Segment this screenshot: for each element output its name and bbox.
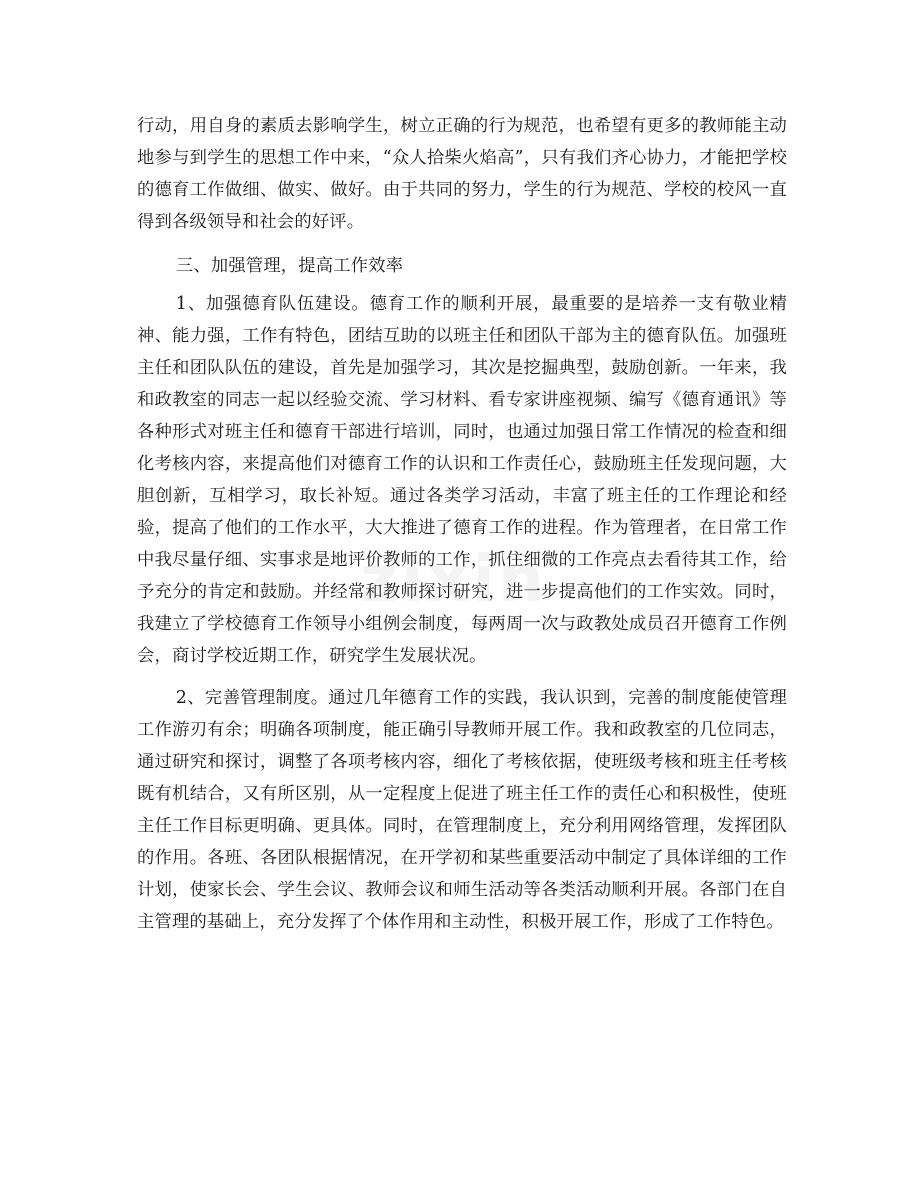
watermark: zixin (360, 543, 548, 617)
document-body (137, 110, 787, 938)
section-heading: 三、加强管理，提高工作效率 (175, 256, 404, 276)
paragraph-management-system: 2、完善管理制度。通过几年德育工作的实践，我认识到，完善的制度能使管理工作游刃有余；明确各项制度，能正确引导教师开展工作。我和政教室的几位同志，通过研究和探讨，调整了各项考核内容，细化了考核依据，使班级考核和班主任考核既有机结合，又有所区别，从一定程度上促进了班主任工作的责任心和积极性，使班主任工作目标更明确、更具体。同时，在管理制度上，充分利用网络管理，发挥团队的作用。各班、各团队根据情况，在开学初和某些重要活动中制定了具体详细的工作计划，使家长会、学生会议、教师会议和师生活动等各类活动顺利开展。各部门在自主管理的基础上，充分发挥了个体作用和主动性，积极开展工作，形成了工作特色。 (137, 688, 787, 932)
paragraph-continuation: 行动，用自身的素质去影响学生，树立正确的行为规范，也希望有更多的教师能主动地参与到学生的思想工作中来，“众人拾柴火焰高”，只有我们齐心协力，才能把学校的德育工作做细、做实、做好。由于共同的努力，学生的行为规范、学校的校风一直得到各级领导和社会的好评。 (137, 116, 787, 232)
paragraph-team-building: 1、加强德育队伍建设。德育工作的顺利开展，最重要的是培养一支有敬业精神、能力强，工作有特色，团结互助的以班主任和团队干部为主的德育队伍。加强班主任和团队队伍的建设，首先是加强学习，其次是挖掘典型，鼓励创新。一年来，我和政教室的同志一起以经验交流、学习材料、看专家讲座视频、编写《德育通讯》等各种形式对班主任和德育干部进行培训，同时，也通过加强日常工作情况的检查和细化考核内容，来提高他们对德育工作的认识和工作责任心，鼓励班主任发现问题，大胆创新，互相学习，取长补短。通过各类学习活动，丰富了班主任的工作理论和经验，提高了他们的工作水平，大大推进了德育工作的进程。作为管理者，在日常工作中我尽量仔细、实事求是地评价教师的工作，抓住细微的工作亮点去看待其工作，给予充分的肯定和鼓励。并经常和教师探讨研究，进一步提高他们的工作实效。同时，我建立了学校德育工作领导小组例会制度，每两周一次与政教处成员召开德育工作例会，商讨学校近期工作，研究学生发展状况。 (137, 294, 787, 666)
